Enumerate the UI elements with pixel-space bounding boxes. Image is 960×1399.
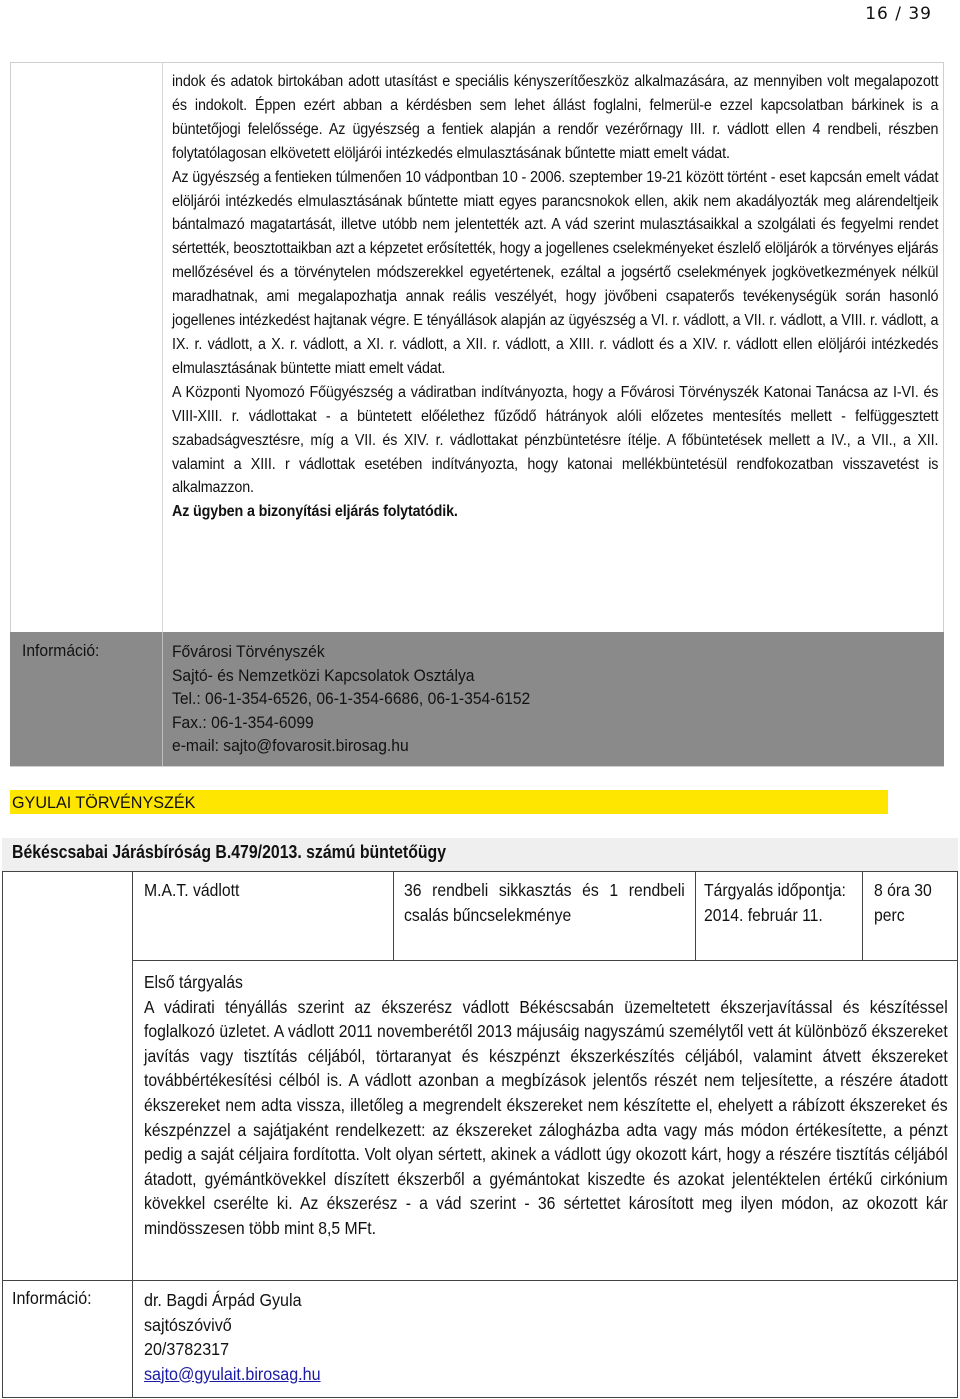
- column-divider: [862, 872, 863, 960]
- paragraph: Az ügyészség a fentieken túlmenően 10 vádpontban 10 - 2006. szeptember 19-21 között történt - eset kapcsán emelt vádat elöljárói intézkedés elmulasztásának bűntette miatt egyes parancsnokok ellen, akik nem akadályozták meg alárendeltjeik bántalmazó magatartását, illetve utóbb nem jelentették azt. A vád szerint mulasztásaikkal a szolgálati és fegyelmi rendet sértették, beosztottaikban azt a képzetet erősítették, hogy a jogellenes cselekményeket észlelő elöljárók a törvényes eljárás mellőzésével és a törvénytelen módszerekkel egyetértenek, ezáltal a jogsértő cselekmények jogkövetkezmények nélkül maradhatnak, ami megalapozhatja annak reális veszélyét, hogy jövőbeni csapaterős tevékenységük során hasonló jogellenes intézkedést hajtanak végre. E tényállások alapján az ügyészség a VI. r. vádlott, a VII. r. vádlott, a VIII. r. vádlott, a IX. r. vádlott, a X. r. vádlott, a XI. r. vádlott, a XII. r. vádlott, a XIII. r. vádlott és a XIV. r. vádlott ellen elöljárói intézkedés elmulasztásának büntette miatt emelt vádat.: [172, 168, 939, 377]
- contact-phone: 20/3782317: [144, 1339, 230, 1359]
- column-divider: [393, 872, 394, 960]
- info-label: Információ:: [22, 641, 100, 660]
- article-text: [172, 70, 938, 524]
- info-label: Információ:: [12, 1288, 92, 1308]
- contact-dept: Sajtó- és Nemzetközi Kapcsolatok Osztálya: [172, 665, 475, 685]
- court-header: [10, 790, 888, 814]
- contact-block: [144, 1288, 321, 1386]
- column-divider: [695, 872, 696, 960]
- paragraph: indok és adatok birtokában adott utasítást e speciális kényszerítőeszköz alkalmazására, az mennyiben volt megalapozott és indokolt. Éppen ezért abban a kérdésben sem lehet állást foglalni, felmerül-e ezzel kapcsolatban bárkinek is a büntetőjogi felelőssége. Az ügyészség a fentiek alapján a rendőr vezérőrnagy III. r. vádlott ellen 4 rendbeli, részben folytatólagosan elkövetett elöljárói intézkedés elmulasztásának bűntette miatt emelt vádat.: [172, 73, 939, 162]
- left-column: [10, 62, 163, 632]
- contact-name: dr. Bagdi Árpád Gyula: [144, 1290, 302, 1310]
- defendant: M.A.T. vádlott: [144, 880, 240, 900]
- hearing-time: 8 óra 30 perc: [874, 880, 932, 925]
- case-description: A vádirati tényállás szerint az ékszerész vádlott Békéscsabán üzemeltetett ékszerjavítással és készítéssel foglalkozó üzletet. A vádlott 2011 novemberétől 2013 májusáig nagyszámú személytől vett át különböző ékszereket javítás vagy tisztítás céljából, törtaranyat és készpénzt ékszerkészítés céljából, valamint átvett ékszereket továbbértékesítési célból is. A vádlott azonban a megbízások jelentős részét nem teljesítette, a részére átadott ékszereket nem adta vissza, illetőleg a megrendelt ékszereket nem készítette el, ehelyett a rábízott ékszereket és készpénzzel a sajátjaként rendelkezett: az ékszereket zálogházba adta vagy más módon értékesítette, a pénzt pedig a saját céljaira fordította. Volt olyan sértett, akinek a vádlott úgy okozott kárt, hogy a részére tisztítás céljából átadott, gyémántkövekkel díszített ékszerből a gyémántokat kiszedte és azokat jelentéktelen értékű cirkónium kövekkel cserélte ki. Az ékszerész - a vád szerint - 36 sértettet károsított meg ilyen módon, az okozott kár mindösszesen több mint 8,5 MFt.: [144, 996, 948, 1238]
- left-column: [2, 872, 133, 1280]
- hearing-type: Első tárgyalás: [144, 972, 243, 992]
- contact-block: [172, 640, 530, 758]
- contact-email-link[interactable]: sajto@gyulait.birosag.hu: [144, 1363, 321, 1384]
- charge: 36 rendbeli sikkasztás és 1 rendbeli csalás bűncselekménye: [404, 880, 685, 925]
- court-title: GYULAI TÖRVÉNYSZÉK: [12, 793, 196, 812]
- contact-role: sajtószóvivő: [144, 1314, 232, 1335]
- contact-fax: Fax.: 06-1-354-6099: [172, 712, 314, 732]
- hearing-date: Tárgyalás időpontja: 2014. február 11.: [704, 880, 846, 925]
- case-title: Békéscsabai Járásbíróság B.479/2013. számú büntetőügy: [12, 842, 447, 862]
- case-summary: [144, 970, 948, 1241]
- paragraph: A Központi Nyomozó Főügyészség a vádiratban indítványozta, hogy a Fővárosi Törvényszék Katonai Tanácsa az I-VI. és VIII-XIII. r. vádlottakat - a büntetett előélethez fűződő hátrányok alóli előzetes mentesítés mellett - felfüggesztett szabadságvesztésre, míg a VII. és XIV. r. vádlottakat pénzbüntetésre ítélje. A főbüntetések mellett a IV., a VII., a XII. valamint a XIII. r vádlottak esetében indítványozta, hogy katonai mellékbüntetésül rendfokozatban visszavetést is alkalmazzon.: [172, 383, 939, 497]
- contact-email[interactable]: e-mail: sajto@fovarosit.birosag.hu: [172, 736, 409, 755]
- closing-statement: Az ügyben a bizonyítási eljárás folytatódik.: [172, 503, 458, 521]
- page-number: 16 / 39: [865, 4, 932, 24]
- case-title-bar: [2, 838, 958, 872]
- contact-tel: Tel.: 06-1-354-6526, 06-1-354-6686, 06-1-354-6152: [172, 689, 531, 708]
- contact-org: Fővárosi Törvényszék: [172, 642, 325, 661]
- column-divider: [132, 1280, 133, 1398]
- divider: [2, 1280, 958, 1281]
